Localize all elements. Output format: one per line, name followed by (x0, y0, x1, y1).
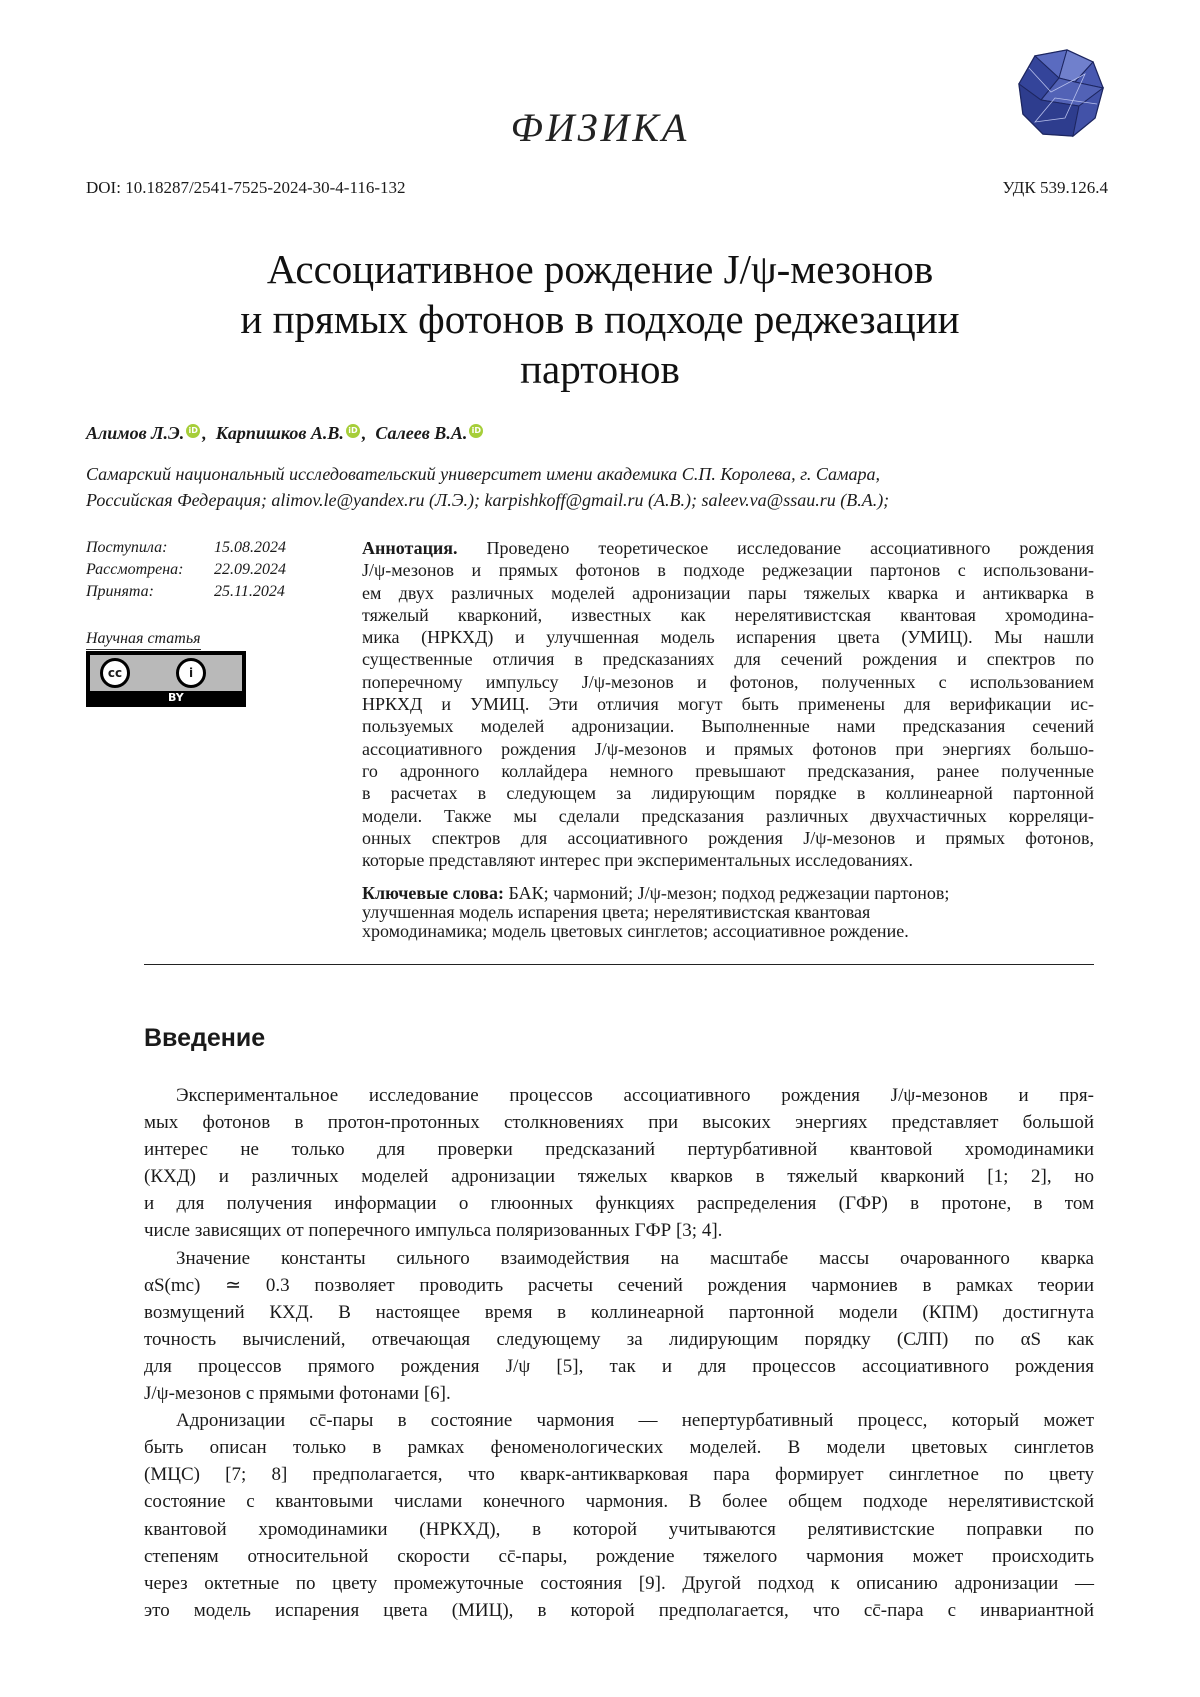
date-row (86, 559, 286, 581)
body-line: возмущений КХД. В настоящее время в коллинеарной партонной модели (КПМ) достигнута (144, 1301, 1094, 1323)
title-line: Ассоциативное рождение J/ψ-мезонов (266, 246, 934, 292)
date-row (86, 581, 286, 603)
body-line: через октетные по цвету промежуточные состояния [9]. Другой подход к описанию адронизации — (144, 1572, 1094, 1594)
abstract-line: ассоциативного рождения J/ψ-мезонов и прямых фотонов при энергиях большо- (362, 738, 1094, 759)
udk-text: УДК 539.126.4 (1002, 178, 1108, 197)
body-line: Значение константы сильного взаимодействия на масштабе массы очарованного кварка (176, 1247, 1094, 1269)
abstract-line: тяжелый кварконий, известных как нерелятивистская квантовая хромодина- (362, 604, 1094, 625)
submission-dates (86, 537, 286, 603)
paper-title (110, 244, 1090, 394)
body-line: состояние с квантовыми числами конечного чармония. В более общем подходе нерелятивистской (144, 1491, 1094, 1513)
date-value: 15.08.2024 (214, 539, 286, 556)
abstract-line: J/ψ-мезонов и прямых фотонов в подходе реджезации партонов с использовани- (362, 560, 1094, 581)
journal-name: ФИЗИКА (510, 105, 690, 150)
abstract-line: поперечному импульсу J/ψ-мезонов и фотонов, полученных с использованием (362, 671, 1094, 692)
body-line: (КХД) и различных моделей адронизации тяжелых кварков в тяжелый кварконий [1; 2], но (144, 1166, 1094, 1188)
body-line: αS(mc) ≃ 0.3 позволяет проводить расчеты сечений рождения чармониев в рамках теории (144, 1274, 1094, 1296)
section-divider (144, 964, 1094, 965)
orcid-icon[interactable]: iD (346, 424, 360, 438)
date-label: Поступила: (86, 539, 168, 556)
cc-by-license-badge[interactable] (86, 651, 246, 707)
body-text (144, 1082, 1094, 1624)
author-name: Карпишков А.В. (215, 423, 344, 443)
date-row (86, 537, 286, 559)
keywords-line (362, 884, 1094, 903)
body-line: и для получения информации о глюонных функциях распределения (ГФР) в протоне, в том (144, 1193, 1094, 1215)
affiliation (86, 461, 1116, 513)
title-line: партонов (520, 346, 680, 392)
abstract-line: модели. Также мы сделали предсказания различных двухчастичных корреляци- (362, 805, 1094, 826)
body-line: точность вычислений, отвечающая следующему за лидирующим порядку (СЛП) по αS как (144, 1328, 1094, 1350)
body-line: (МЦС) [7; 8] предполагается, что кварк-антикварковая пара формирует синглетное по цвету (144, 1464, 1094, 1486)
keywords (362, 884, 1094, 941)
orcid-icon[interactable]: iD (469, 424, 483, 438)
keywords-line: улучшенная модель испарения цвета; нерелятивистская квантовая (362, 902, 871, 922)
keywords-text: БАК; чармоний; J/ψ-мезон; подход реджезации партонов; (508, 883, 950, 903)
body-line: для процессов прямого рождения J/ψ [5], так и для процессов ассоциативного рождения (144, 1355, 1094, 1377)
orcid-icon[interactable]: iD (186, 424, 200, 438)
abstract-line: го адронного коллайдера немного превышают предсказания, ранее полученные (362, 760, 1094, 781)
date-value: 22.09.2024 (214, 561, 286, 578)
attribution-icon: i (176, 658, 206, 688)
date-value: 25.11.2024 (214, 583, 285, 600)
body-line: мых фотонов в протон-протонных столкновениях при высоких энергиях представляет большой (144, 1112, 1094, 1134)
abstract-line: в расчетах в следующем за лидирующим порядке в коллинеарной партонной (362, 783, 1094, 804)
abstract-label: Аннотация. (362, 538, 458, 558)
keywords-line: хромодинамика; модель цветовых синглетов; ассоциативное рождение. (362, 921, 909, 941)
date-label: Рассмотрена: (86, 561, 184, 578)
cc-by-label: BY (168, 691, 184, 704)
abstract-line: онных спектров для ассоциативного рождения J/ψ-мезонов и прямых фотонов, (362, 827, 1094, 848)
cc-icon: cc (100, 658, 130, 688)
author-list: Алимов Л.Э. iD , Карпишков А.В. iD , Салеев В.А. iD (86, 423, 485, 444)
body-line: степеням относительной скорости cc̄-пары, рождение тяжелого чармония может происходить (144, 1545, 1094, 1567)
article-type: Научная статья (86, 630, 201, 650)
affiliation-line: Самарский национальный исследовательский университет имени академика С.П. Королева, г. Самара, (86, 464, 881, 484)
abstract (362, 537, 1094, 871)
body-line: это модель испарения цвета (МИЦ), в которой предполагается, что cc̄-пара с инвариантной (144, 1599, 1094, 1621)
author-name: Алимов Л.Э. (86, 423, 185, 443)
date-label: Принята: (86, 583, 155, 600)
body-line: квантовой хромодинамики (НРКХД), в которой учитываются релятивистские поправки по (144, 1518, 1094, 1540)
body-line: быть описан только в рамках феноменологических моделей. В модели цветовых синглетов (144, 1437, 1094, 1459)
body-line: Экспериментальное исследование процессов ассоциативного рождения J/ψ-мезонов и пря- (176, 1085, 1094, 1106)
abstract-line: пользуемых моделей адронизации. Выполненные нами предсказания сечений (362, 716, 1094, 737)
abstract-line (362, 537, 1094, 559)
abstract-line: существенные отличия в предсказаниях для сечений рождения и спектров по (362, 649, 1094, 670)
doi-text[interactable]: DOI: 10.18287/2541-7525-2024-30-4-116-132 (86, 178, 406, 197)
abstract-text: Проведено теоретическое исследование ассоциативного рождения (486, 538, 1094, 558)
author-name: Салеев В.А. (375, 423, 468, 443)
keywords-label: Ключевые слова: (362, 883, 504, 903)
body-line: интерес не только для проверки предсказаний пертурбативной квантовой хромодинамики (144, 1139, 1094, 1161)
abstract-line: ем двух различных моделей адронизации пары тяжелых кварка и антикварка в (362, 582, 1094, 603)
abstract-line: которые представляют интерес при экспериментальных исследованиях. (362, 850, 914, 871)
body-line: Адронизации cc̄-пары в состояние чармония — непертурбативный процесс, который может (176, 1410, 1094, 1432)
section-heading: Введение (144, 1024, 266, 1052)
body-line: числе зависящих от поперечного импульса поляризованных ГФР [3; 4]. (144, 1220, 723, 1242)
body-line: J/ψ-мезонов с прямыми фотонами [6]. (144, 1383, 451, 1405)
abstract-line: мика (НРКХД) и улучшенная модель испарения цвета (УМИЦ). Мы нашли (362, 627, 1094, 648)
affiliation-line: Российская Федерация; alimov.le@yandex.ru (Л.Э.); karpishkoff@gmail.ru (А.В.); saleev.va@ssau.ru (В.А.); (86, 490, 890, 510)
abstract-line: НРКХД и УМИЦ. Эти отличия могут быть применены для верификации ис- (362, 694, 1094, 715)
title-line: и прямых фотонов в подходе реджезации (240, 296, 960, 342)
